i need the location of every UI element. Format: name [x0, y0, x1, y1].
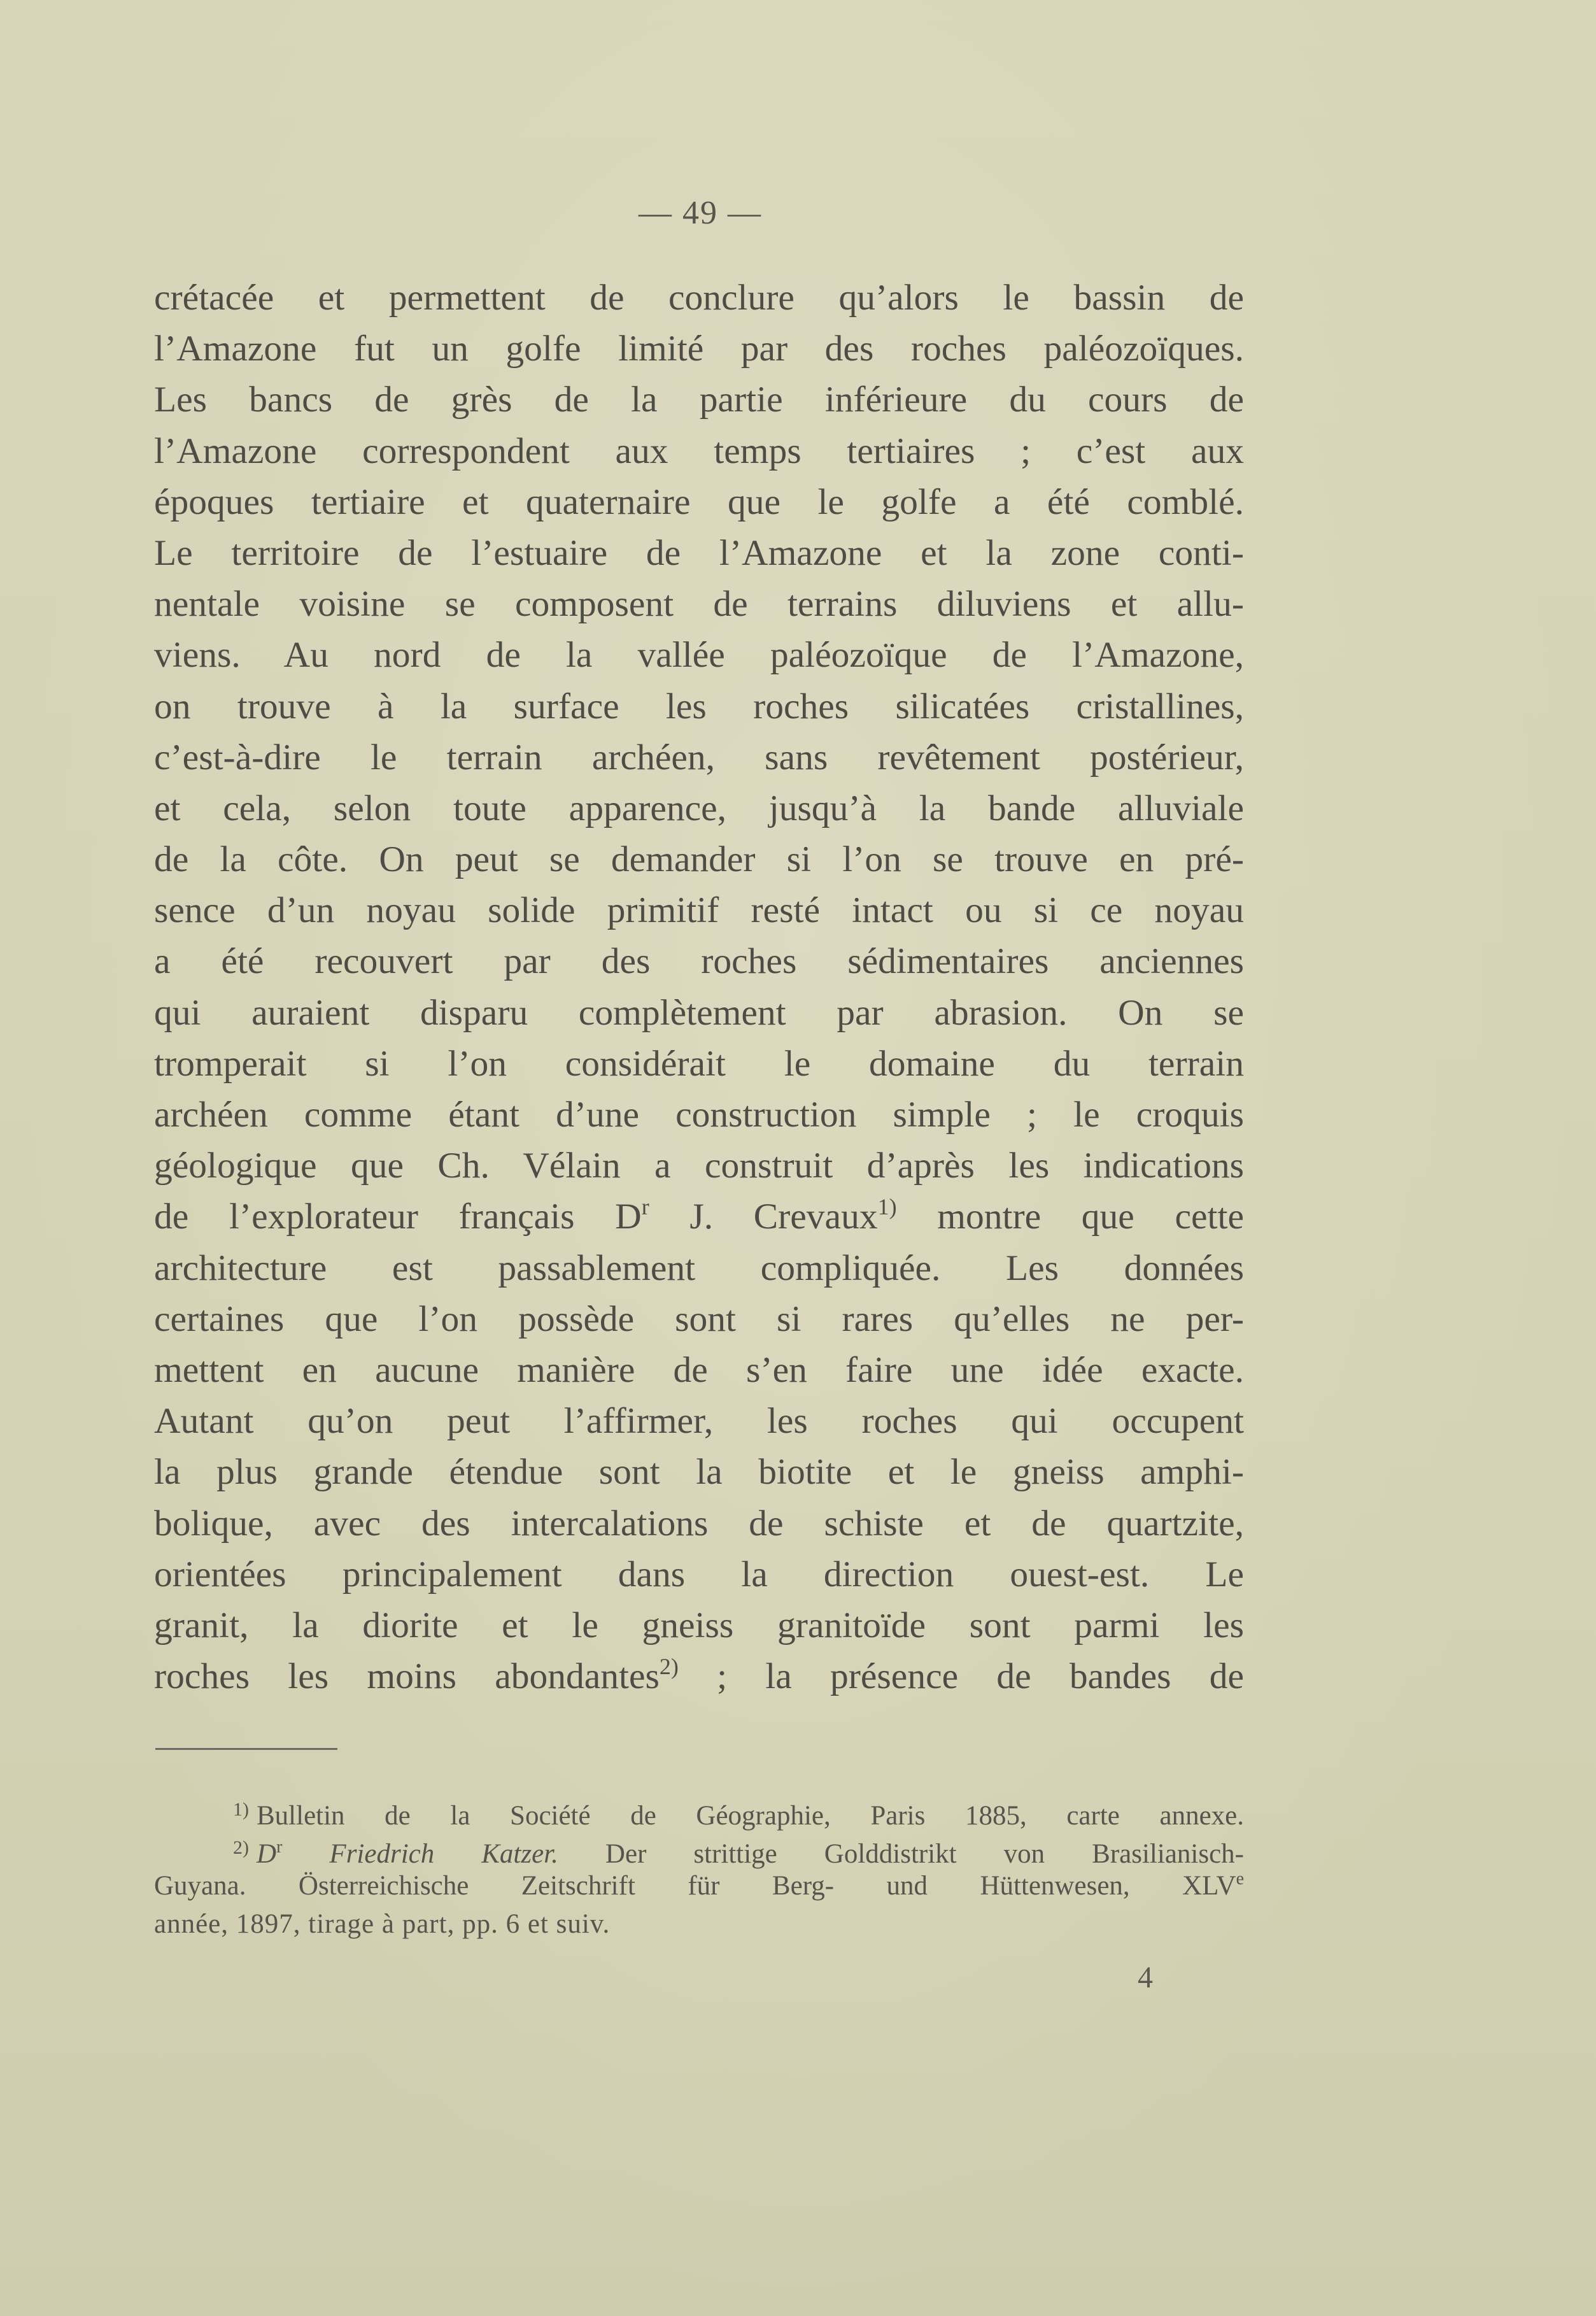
text-line: tromperait si l’on considérait le domaine du terrain — [154, 1043, 1244, 1084]
footnote-1 — [154, 1791, 1244, 1829]
author-name: Friedrich Katzer. — [329, 1839, 558, 1869]
text-line: de la côte. On peut se demander si l’on se trouve en pré- — [154, 839, 1244, 880]
body-text — [154, 273, 1244, 1702]
text-line: granit, la diorite et le gneiss granitoïde sont parmi les — [154, 1605, 1244, 1645]
footnote-marker: 1) — [233, 1799, 249, 1820]
text-line: la plus grande étendue sont la biotite et le gneiss amphi- — [154, 1452, 1244, 1493]
text-line-with-footnote-ref — [154, 1191, 1244, 1242]
text-line: l’Amazone correspondent aux temps tertiaires ; c’est aux — [154, 430, 1244, 471]
text-line: Les bancs de grès de la partie inférieure du cours de — [154, 380, 1244, 420]
footnote-2-line-2 — [154, 1867, 1244, 1905]
text-line: archéen comme étant d’une construction simple ; le croquis — [154, 1095, 1244, 1135]
text-line: sence d’un noyau solide primitif resté intact ou si ce noyau — [154, 890, 1244, 931]
text-line: bolique, avec des intercalations de schiste et de quartzite, — [154, 1503, 1244, 1544]
text-line: Le territoire de l’estuaire de l’Amazone et la zone conti- — [154, 532, 1244, 573]
author-prefix: D — [257, 1839, 277, 1869]
footnote-text: Der strittige Golddistrikt von Brasilianisch- — [558, 1839, 1244, 1869]
text-line: l’Amazone fut un golfe limité par des roches paléozoïques. — [154, 329, 1244, 369]
page-number: — 49 — — [639, 195, 762, 231]
superscript: e — [1236, 1869, 1244, 1889]
text-line-with-footnote-ref — [154, 1651, 1244, 1702]
superscript: r — [641, 1194, 649, 1220]
text-segment: J. Crevaux — [649, 1197, 878, 1237]
text-line: nentale voisine se composent de terrains diluviens et allu- — [154, 584, 1244, 625]
footnote-text: Guyana. Österreichische Zeitschrift für Berg- und Hüttenwesen, XLV — [154, 1871, 1236, 1901]
text-segment: ; la présence de bandes de — [678, 1656, 1244, 1697]
text-line: certaines que l’on possède sont si rares qu’elles ne per- — [154, 1298, 1244, 1339]
footnote-ref-2: 2) — [659, 1654, 679, 1680]
text-line: on trouve à la surface les roches silicatées cristallines, — [154, 686, 1244, 727]
text-line: a été recouvert par des roches sédimentaires anciennes — [154, 941, 1244, 982]
text-segment: roches les moins abondantes — [154, 1656, 660, 1697]
text-line: géologique que Ch. Vélain a construit d’après les indications — [154, 1146, 1244, 1186]
footnote-marker: 2) — [233, 1837, 249, 1858]
text-line: viens. Au nord de la vallée paléozoïque de l’Amazone, — [154, 635, 1244, 676]
signature-mark: 4 — [1138, 1961, 1153, 1994]
text-line: orientées principalement dans la direction ouest-est. Le — [154, 1554, 1244, 1595]
superscript: r — [276, 1837, 283, 1857]
footnote-separator — [155, 1748, 337, 1750]
text-line: architecture est passablement compliquée. Les données — [154, 1247, 1244, 1288]
footnote-ref-1: 1) — [877, 1194, 897, 1220]
text-segment: montre que cette — [896, 1197, 1245, 1237]
text-line: et cela, selon toute apparence, jusqu’à la bande alluviale — [154, 788, 1244, 828]
footnote-text: Bulletin de la Société de Géographie, Paris 1885, carte annexe. — [257, 1801, 1244, 1831]
text-line: Autant qu’on peut l’affirmer, les roches qui occupent — [154, 1401, 1244, 1442]
footnotes — [154, 1791, 1244, 1943]
text-line: c’est-à-dire le terrain archéen, sans revêtement postérieur, — [154, 737, 1244, 778]
footnote-2-line-3: année, 1897, tirage à part, pp. 6 et suiv. — [154, 1909, 611, 1939]
footnote-2-line-1 — [154, 1829, 1244, 1867]
text-line: époques tertiaire et quaternaire que le golfe a été comblé. — [154, 481, 1244, 522]
text-line: crétacée et permettent de conclure qu’alors le bassin de — [154, 278, 1244, 318]
text-line: mettent en aucune manière de s’en faire une idée exacte. — [154, 1349, 1244, 1390]
text-segment: de l’explorateur français D — [154, 1197, 642, 1237]
text-line: qui auraient disparu complètement par abrasion. On se — [154, 992, 1244, 1033]
